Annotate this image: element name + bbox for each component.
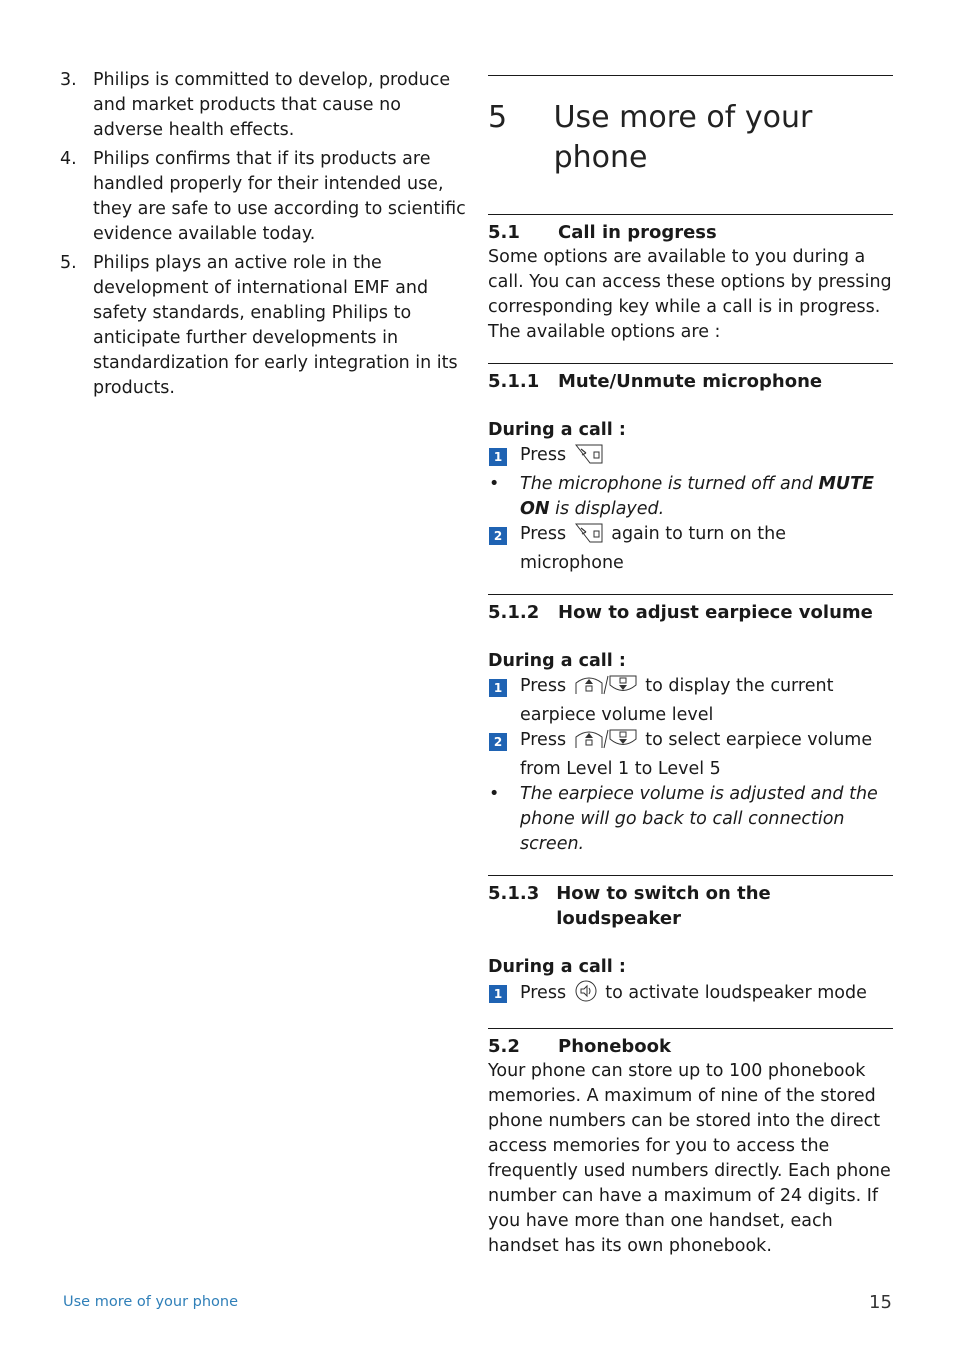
section-heading [488, 1029, 893, 1059]
safety-list [60, 68, 470, 405]
main-column [488, 75, 893, 1277]
step-text: Press [520, 445, 567, 465]
step-item [488, 728, 893, 782]
chapter-number: 5 [488, 100, 508, 135]
result-bullet [488, 472, 893, 522]
bullet-text: The microphone is turned off and [520, 474, 819, 494]
section-title: How to adjust earpiece volume [558, 602, 873, 623]
chapter-heading [488, 76, 893, 214]
step-text: to activate loudspeaker mode [605, 983, 867, 1003]
step-text: Press [520, 730, 567, 750]
chapter-title: Use more of your phone [553, 100, 813, 175]
section-number: 5.1.1 [488, 371, 540, 392]
step-badge: 1 [489, 985, 507, 1003]
section-title: How to switch on the loudspeaker [556, 883, 771, 929]
loudspeaker-key-icon [575, 980, 597, 1010]
step-item [488, 980, 893, 1010]
step-badge: 2 [489, 733, 507, 751]
step-badge: 1 [489, 448, 507, 466]
section-title: Mute/Unmute microphone [558, 371, 823, 392]
step-text: again to turn on the microphone [520, 524, 786, 573]
section-title: Call in progress [558, 222, 717, 243]
section-heading [488, 215, 893, 245]
result-bullet [488, 782, 893, 857]
list-number: 5. [60, 253, 77, 273]
during-call-label: During a call : [488, 957, 626, 977]
step-text: Press [520, 524, 567, 544]
list-item [60, 251, 470, 401]
step-text: to select earpiece volume from Level 1 to Level 5 [520, 730, 873, 779]
during-call-label: During a call : [488, 420, 626, 440]
step-badge: 2 [489, 527, 507, 545]
section-heading [488, 595, 893, 625]
list-text: Philips plays an active role in the development of international EMF and safety standards, enabling Philips to anticipate further developments in standardization for early integration in its products. [93, 253, 458, 398]
section-call-in-progress [488, 215, 893, 363]
section-number: 5.1.3 [488, 883, 540, 904]
list-text: Philips confirms that if its products are handled properly for their intended use, they are safe to use according to scientific evidence available today. [93, 149, 466, 244]
section-number: 5.2 [488, 1036, 520, 1057]
section-mute [488, 364, 893, 594]
section-earpiece-volume [488, 595, 893, 875]
list-number: 4. [60, 149, 77, 169]
step-item [488, 443, 893, 472]
step-badge: 1 [489, 679, 507, 697]
during-call-label: During a call : [488, 651, 626, 671]
section-heading [488, 364, 893, 394]
list-text: Philips is committed to develop, produce and market products that cause no adverse health effects. [93, 70, 451, 140]
section-title: Phonebook [558, 1036, 671, 1057]
down-volume-key-icon [575, 729, 637, 757]
section-number: 5.1 [488, 222, 520, 243]
section-loudspeaker [488, 876, 893, 1028]
section-heading [488, 876, 893, 931]
bullet-text: is displayed. [549, 499, 665, 519]
step-item [488, 674, 893, 728]
up-volume-key-icon [575, 675, 637, 703]
step-text: Press [520, 676, 567, 696]
list-number: 3. [60, 70, 77, 90]
footer-section-title: Use more of your phone [63, 1294, 239, 1310]
bullet-text: The earpiece volume is adjusted and the phone will go back to call connection screen. [520, 784, 878, 854]
step-text: to display the current earpiece volume level [520, 676, 834, 725]
mute-key-icon [575, 523, 603, 551]
bullet-dot: • [489, 784, 500, 804]
section-number: 5.1.2 [488, 602, 540, 623]
mute-key-icon [575, 444, 603, 472]
list-item [60, 147, 470, 247]
list-item [60, 68, 470, 143]
section-body: Some options are available to you during a call. You can access these options by pressing corresponding key while a call is in progress. The available options are : [488, 247, 892, 342]
step-text: Press [520, 983, 567, 1003]
section-body: Your phone can store up to 100 phonebook memories. A maximum of nine of the stored phone numbers can be stored into the direct access memories for you to access the frequently used numbers directly. Each phone number can have a maximum of 24 digits. If you have more than one handset, each handset has its own phonebook. [488, 1061, 891, 1256]
page-number: 15 [869, 1292, 892, 1313]
section-phonebook [488, 1029, 893, 1277]
step-item [488, 522, 893, 576]
mute-on-label: MUTE ON [520, 474, 875, 519]
bullet-dot: • [489, 474, 500, 494]
